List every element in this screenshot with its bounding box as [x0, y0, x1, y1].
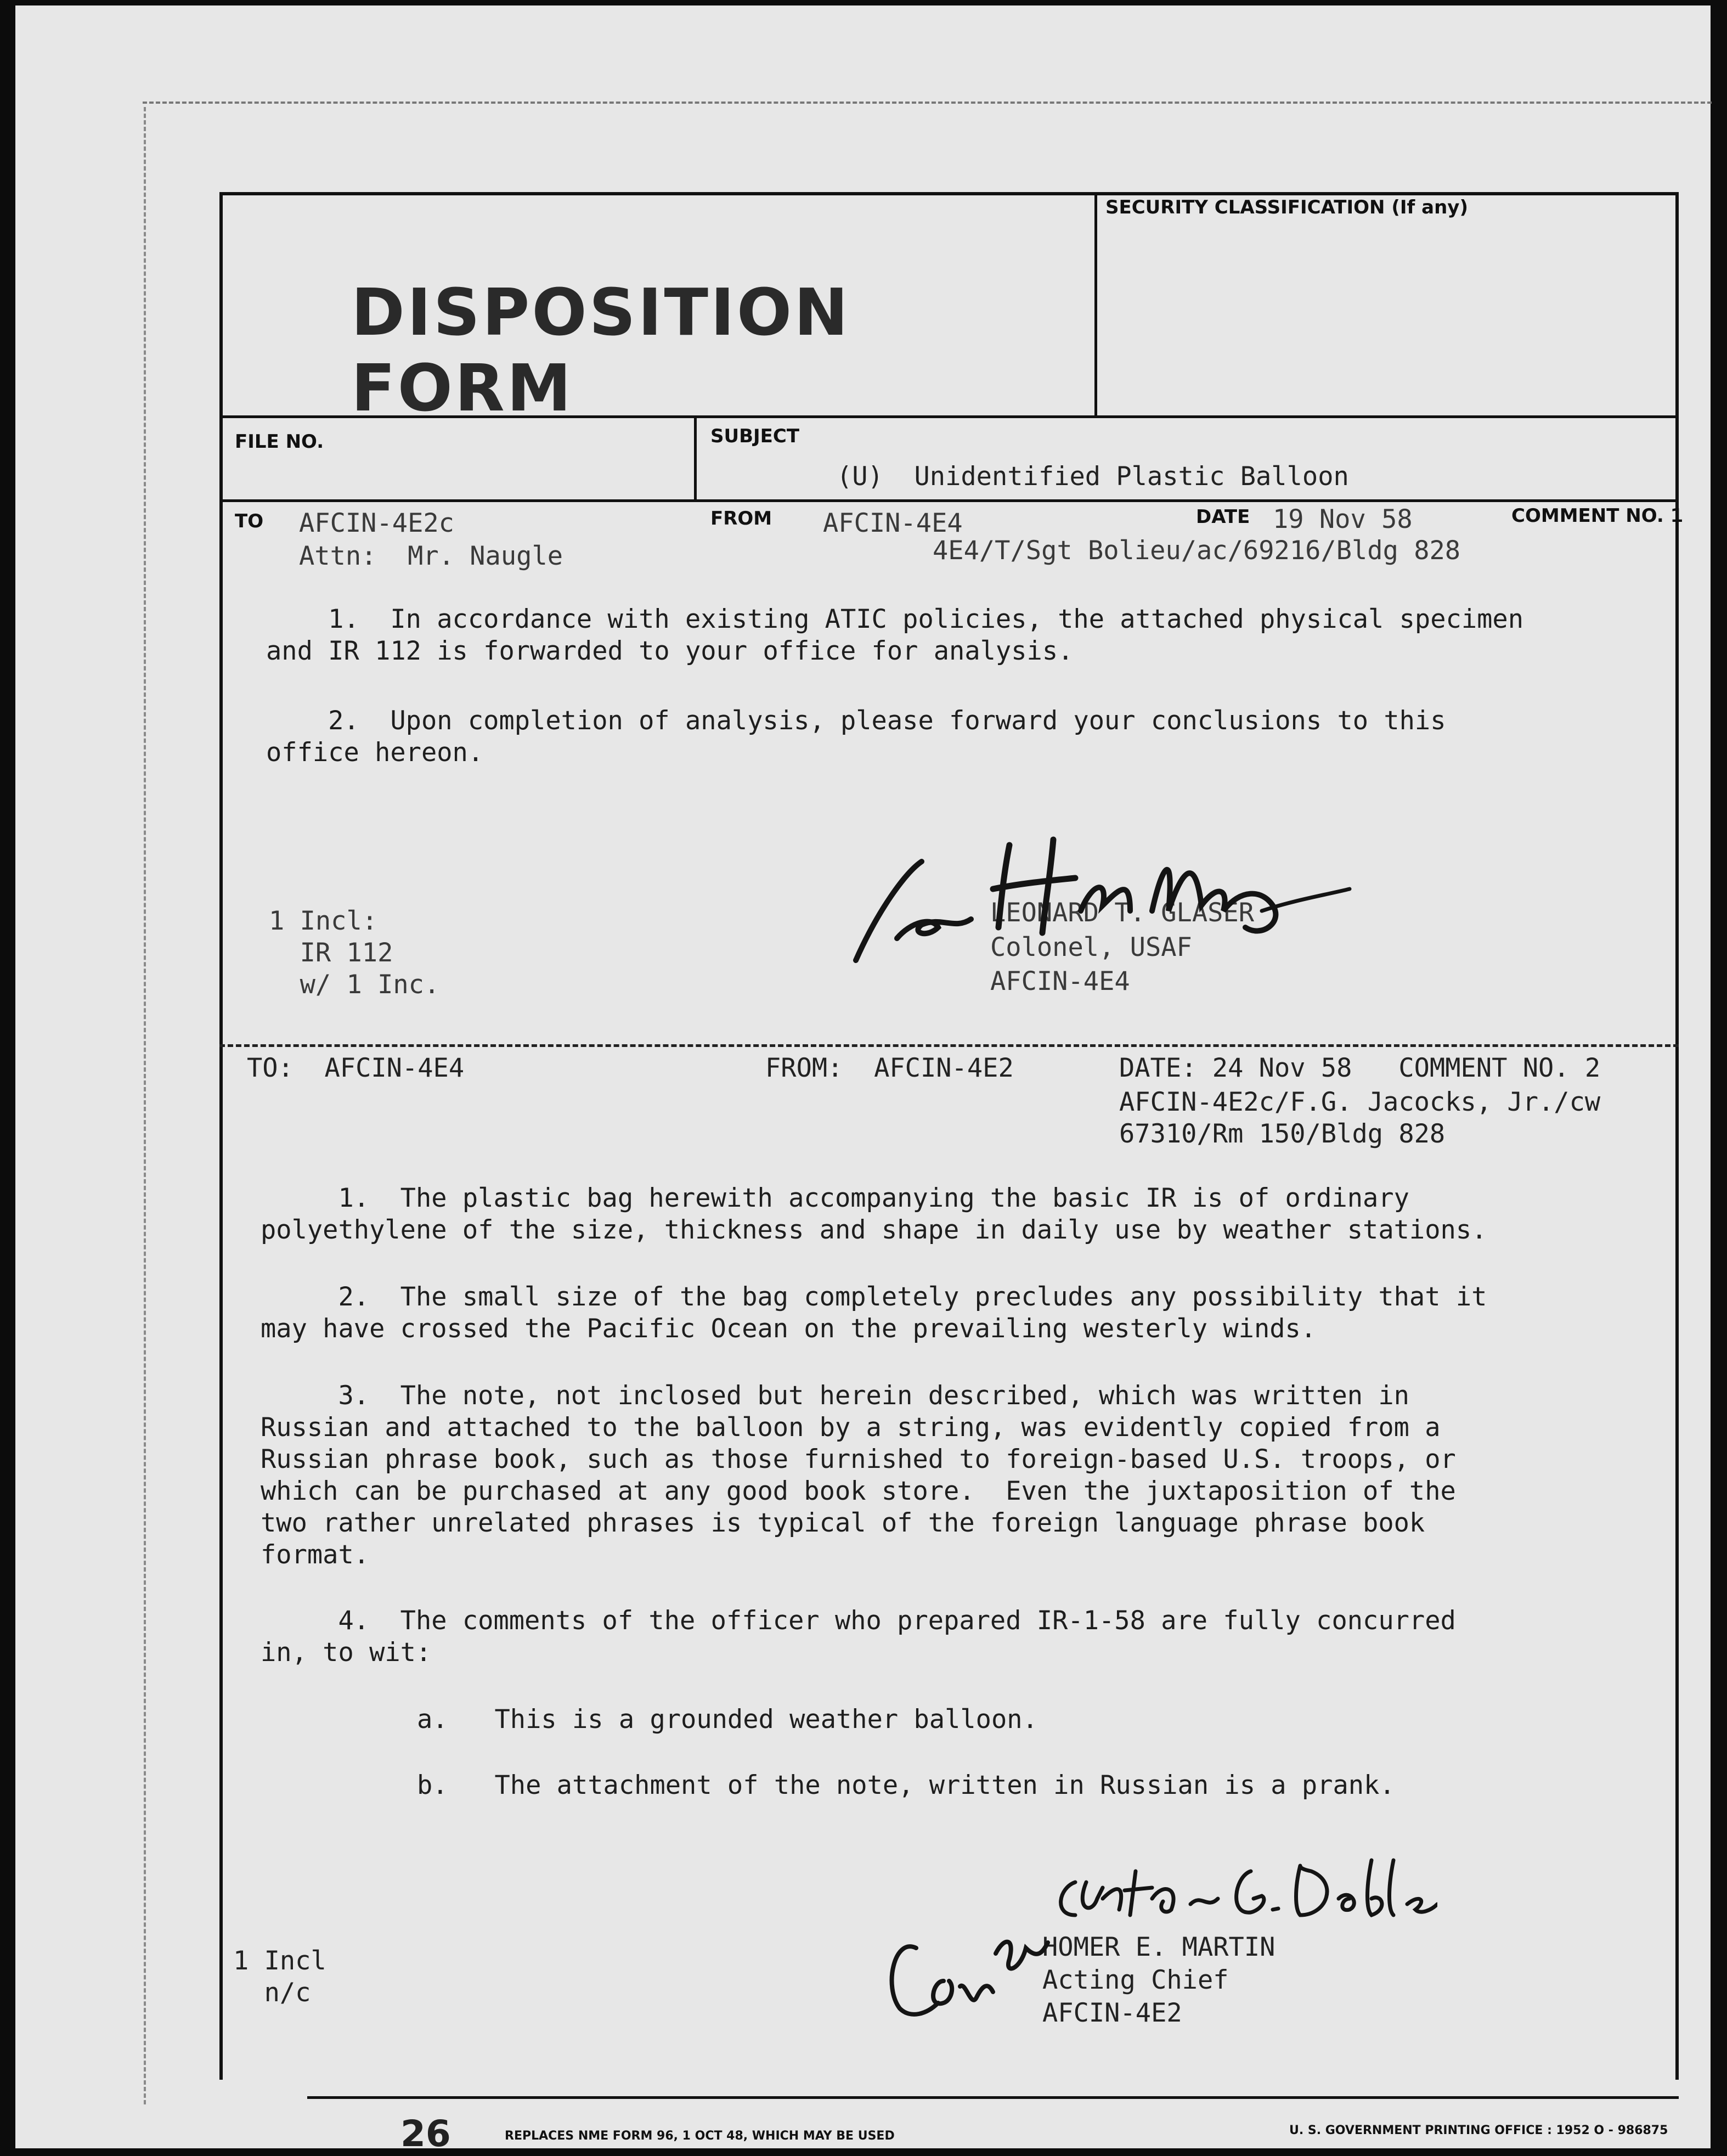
- date-label: DATE: [1196, 506, 1250, 528]
- comment1-inclosure: 1 Incl: IR 112 w/ 1 Inc.: [269, 906, 440, 1000]
- comment2-paragraph-2: 2. The small size of the bag completely precludes any possibility that it may have crossed the Pacific Ocean on the prevailing westerly winds.: [261, 1282, 1487, 1344]
- comment2-date: DATE: 24 Nov 58 COMMENT NO. 2: [1119, 1053, 1601, 1083]
- form-bottom-line: [307, 2096, 1679, 2099]
- to-label: TO: [235, 510, 264, 532]
- subject-value: (U) Unidentified Plastic Balloon: [837, 461, 1349, 492]
- comment1-paragraph-1: 1. In accordance with existing ATIC policies, the attached physical specimen and IR 112 is forwarded to your office for analysis.: [266, 604, 1524, 666]
- security-classification-label: SECURITY CLASSIFICATION (If any): [1105, 196, 1468, 218]
- comment2-item-a: a. This is a grounded weather balloon.: [417, 1704, 1038, 1735]
- signature-1-icon: [845, 829, 1361, 971]
- subject-bottom-line: [219, 499, 1679, 502]
- comment1-signer-name: LEONARD T. GLASER: [990, 898, 1255, 928]
- to-value: AFCIN-4E2c: [299, 508, 454, 538]
- comment2-reference: AFCIN-4E2c/F.G. Jacocks, Jr./cw 67310/Rm 150/Bldg 828: [1119, 1087, 1601, 1149]
- form-title: DISPOSITION FORM: [351, 274, 850, 426]
- date-value: 19 Nov 58: [1273, 504, 1413, 534]
- comment2-signer-title: Acting Chief: [1042, 1965, 1229, 1995]
- comment-separator: [219, 1044, 1679, 1047]
- comment1-signer-office: AFCIN-4E4: [990, 966, 1130, 997]
- comment2-paragraph-1: 1. The plastic bag herewith accompanying the basic IR is of ordinary polyethylene of the size, thickness and shape in daily use by weather stations.: [261, 1183, 1487, 1245]
- page-edge-top: [143, 102, 1712, 104]
- comment2-inclosure: 1 Incl n/c: [233, 1946, 326, 2008]
- signature-2-icon: [1042, 1849, 1437, 1932]
- comment2-signer-office: AFCIN-4E2: [1042, 1998, 1182, 2028]
- printing-office-note: U. S. GOVERNMENT PRINTING OFFICE : 1952 O - 986875: [1289, 2124, 1668, 2137]
- comment1-signer-rank: Colonel, USAF: [990, 932, 1192, 962]
- comment2-to: TO: AFCIN-4E4: [247, 1053, 465, 1083]
- comment2-from: FROM: AFCIN-4E2: [765, 1053, 1014, 1083]
- comment1-paragraph-2: 2. Upon completion of analysis, please forward your conclusions to this office hereon.: [266, 706, 1446, 768]
- comment-no-label: COMMENT NO. 1: [1511, 505, 1684, 527]
- file-no-label: FILE NO.: [235, 431, 324, 453]
- comment2-paragraph-4: 4. The comments of the officer who prepared IR-1-58 are fully concurred in, to wit:: [261, 1606, 1456, 1668]
- header-divider: [1094, 192, 1097, 417]
- from-value: AFCIN-4E4: [823, 508, 963, 538]
- subject-divider: [694, 415, 697, 500]
- subject-label: SUBJECT: [710, 425, 800, 447]
- from-label: FROM: [710, 508, 772, 530]
- signature-initials-icon: [878, 1915, 1053, 2025]
- comment2-paragraph-3: 3. The note, not inclosed but herein described, which was written in Russian and attached to the balloon by a string, was evidently copied from a Russian phrase book, such as those furnished to foreign-based U.S. troops, or which can be purchased at any good book store. Even the juxtaposition of the two rather unrelated phrases is typical of the foreign language phrase book format.: [261, 1381, 1456, 1570]
- page-edge-left: [144, 107, 146, 2104]
- from-reference: 4E4/T/Sgt Bolieu/ac/69216/Bldg 828: [933, 536, 1461, 566]
- attn-line: Attn: Mr. Naugle: [299, 541, 563, 571]
- comment2-item-b: b. The attachment of the note, written in Russian is a prank.: [417, 1770, 1395, 1800]
- page-number: 26: [400, 2113, 451, 2155]
- comment2-signer-name: HOMER E. MARTIN: [1042, 1932, 1276, 1962]
- replaces-form-note: REPLACES NME FORM 96, 1 OCT 48, WHICH MAY BE USED: [505, 2129, 895, 2143]
